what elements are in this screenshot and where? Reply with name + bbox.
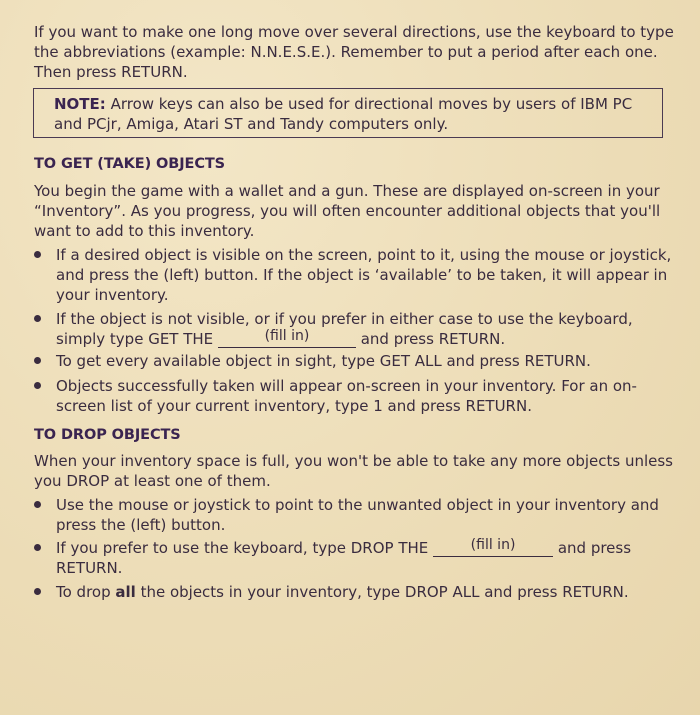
note-body: Arrow keys can also be used for directional moves by users of IBM PC and PCjr, Amiga, Atari ST and Tandy computers only. (54, 95, 633, 133)
list-item-text: Use the mouse or joystick to point to the unwanted object in your inventory and press the (left) button. (56, 496, 659, 534)
list-item-text-before: To drop (56, 583, 116, 601)
list-item-text-after: and press RETURN. (56, 539, 632, 577)
list-item-text: If a desired object is visible on the screen, point to it, using the mouse or joystick, and press the (left) button. If the object is ‘available’ to be taken, it will appear in your inventory. (56, 246, 672, 304)
emphasis-word: all (115, 583, 136, 601)
fill-in-label: (fill in) (470, 537, 516, 553)
note-text (54, 94, 654, 134)
drop-objects-body: When your inventory space is full, you won't be able to take any more objects unless you DROP at least one of them. (34, 452, 673, 490)
list-item-text-after: and press RETURN. (360, 330, 506, 348)
fill-in-label: (fill in) (264, 328, 310, 344)
list-item-text: Objects successfully taken will appear on-screen in your inventory. For an on-screen list of your current inventory, type 1 and press RETURN. (56, 377, 637, 415)
note-label: NOTE: (54, 95, 106, 113)
note-box (33, 88, 663, 138)
list-item-text-after: the objects in your inventory, type DROP ALL and press RETURN. (135, 583, 629, 601)
list-item-text: To get every available object in sight, type GET ALL and press RETURN. (56, 352, 591, 370)
bullet-icon (34, 501, 41, 508)
fill-in-blank (218, 328, 356, 348)
bullet-icon (34, 382, 41, 389)
bullet-icon (34, 544, 41, 551)
list-item-text (56, 538, 681, 578)
list-item-text (56, 582, 681, 602)
drop-objects-heading: TO DROP OBJECTS (34, 427, 181, 443)
bullet-icon (34, 588, 41, 595)
list-item-text (56, 309, 681, 349)
list-item-text-before: If you prefer to use the keyboard, type DROP THE (56, 539, 429, 557)
take-objects-body: You begin the game with a wallet and a gun. These are displayed on-screen in your “Inventory”. As you progress, you will often encounter additional objects that you'll want to add to this inventory. (34, 182, 661, 240)
bullet-icon (34, 357, 41, 364)
bullet-icon (34, 251, 41, 258)
intro-paragraph: If you want to make one long move over several directions, use the keyboard to type the abbreviations (example: N.N.E.S.E.). Remember to put a period after each one. Then press RETURN. (34, 23, 674, 81)
list-item-text-before: If the object is not visible, or if you prefer in either case to use the keyboard, simply type GET THE (56, 310, 633, 348)
bullet-icon (34, 315, 41, 322)
fill-in-blank (433, 537, 553, 557)
take-objects-heading: TO GET (TAKE) OBJECTS (34, 156, 225, 172)
